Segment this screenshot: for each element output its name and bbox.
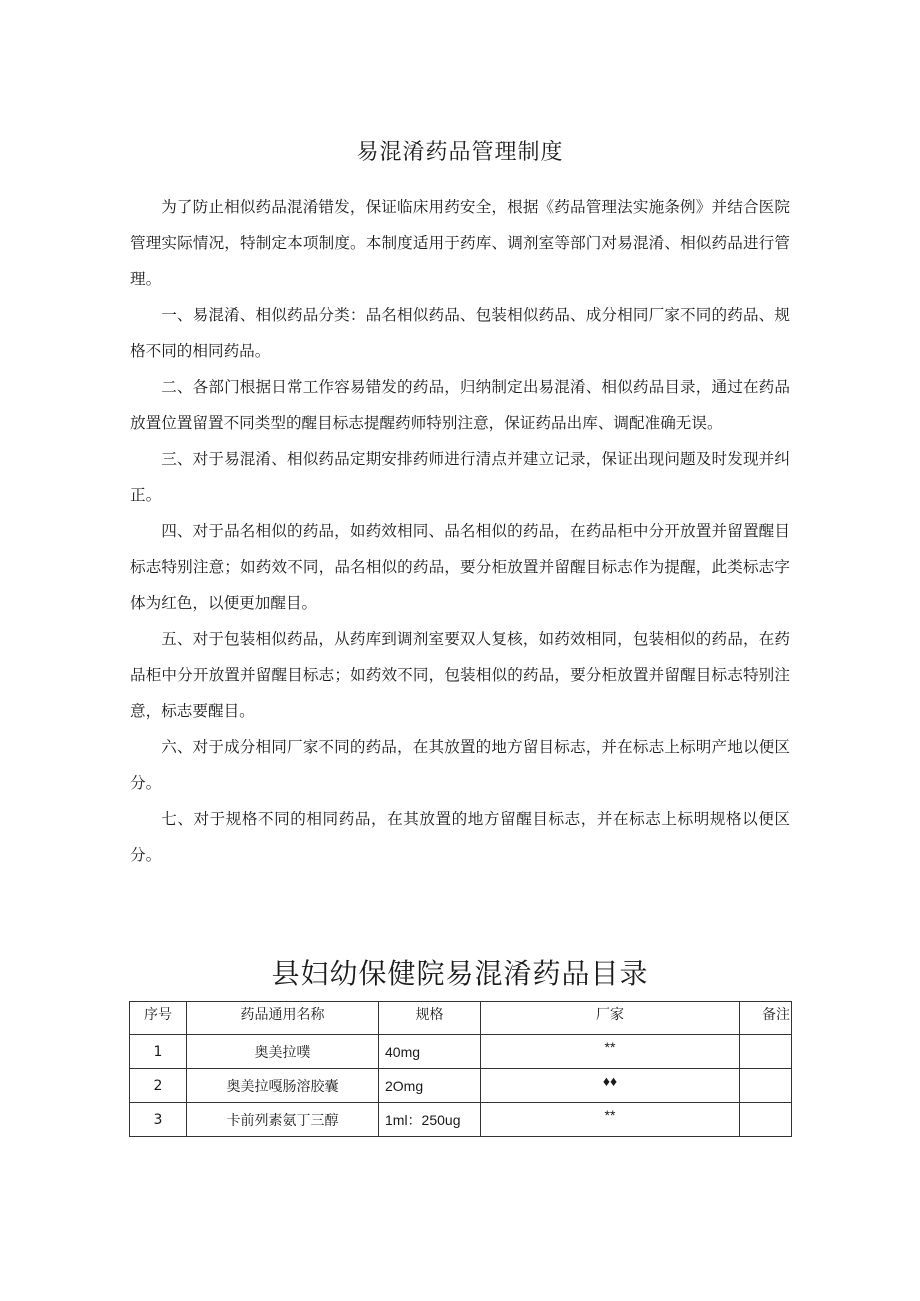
cell-drug-name: 卡前列素氨丁三醇 xyxy=(187,1103,379,1137)
header-drug-name: 药品通用名称 xyxy=(187,1002,379,1035)
section-7-paragraph: 七、对于规格不同的相同药品，在其放置的地方留醒目标志，并在标志上标明规格以便区分。 xyxy=(130,810,790,864)
cell-manufacturer: ** xyxy=(481,1103,740,1137)
section-6-paragraph: 六、对于成分相同厂家不同的药品，在其放置的地方留目标志，并在标志上标明产地以便区分。 xyxy=(130,738,790,792)
header-notes: 备注 xyxy=(740,1002,792,1035)
cell-notes xyxy=(740,1069,792,1103)
table-row xyxy=(130,1035,792,1069)
section-1-paragraph: 一、易混淆、相似药品分类：品名相似药品、包装相似药品、成分相同厂家不同的药品、规格不同的相同药品。 xyxy=(130,306,790,360)
cell-manufacturer: ♦♦ xyxy=(481,1069,740,1103)
header-index: 序号 xyxy=(130,1002,187,1035)
cell-spec: 1ml：250ug xyxy=(379,1103,481,1137)
table-header-row xyxy=(130,1002,792,1035)
document-title: 易混淆药品管理制度 xyxy=(356,140,564,165)
cell-notes xyxy=(740,1035,792,1069)
cell-notes xyxy=(740,1103,792,1137)
cell-index: 3 xyxy=(130,1103,187,1137)
section-2-paragraph: 二、各部门根据日常工作容易错发的药品，归纳制定出易混淆、相似药品目录，通过在药品放置位置留置不同类型的醒目标志提醒药师特别注意，保证药品出库、调配准确无误。 xyxy=(130,378,790,432)
cell-spec: 40mg xyxy=(379,1035,481,1069)
table-row xyxy=(130,1103,792,1137)
cell-spec: 2Omg xyxy=(379,1069,481,1103)
section-3-paragraph: 三、对于易混淆、相似药品定期安排药师进行清点并建立记录，保证出现问题及时发现并纠正。 xyxy=(130,450,790,504)
cell-manufacturer: ** xyxy=(481,1035,740,1069)
section-5-paragraph: 五、对于包装相似药品，从药库到调剂室要双人复核，如药效相同，包装相似的药品，在药品柜中分开放置并留醒目标志；如药效不同，包装相似的药品，要分柜放置并留醒目标志特别注意，标志要醒目。 xyxy=(130,630,790,720)
drug-catalog-table xyxy=(129,1001,792,1137)
header-spec: 规格 xyxy=(379,1002,481,1035)
cell-drug-name: 奥美拉噗 xyxy=(187,1035,379,1069)
cell-drug-name: 奥美拉嘎肠溶胶囊 xyxy=(187,1069,379,1103)
section-4-paragraph: 四、对于品名相似的药品，如药效相同、品名相似的药品，在药品柜中分开放置并留置醒目标志特别注意；如药效不同，品名相似的药品，要分柜放置并留醒目标志作为提醒，此类标志字体为红色，以便更加醒目。 xyxy=(130,522,790,612)
cell-index: 1 xyxy=(130,1035,187,1069)
header-manufacturer: 厂家 xyxy=(481,1002,740,1035)
catalog-title: 县妇幼保健院易混淆药品目录 xyxy=(271,957,649,990)
table-row xyxy=(130,1069,792,1103)
document-body xyxy=(130,189,790,873)
cell-index: 2 xyxy=(130,1069,187,1103)
intro-paragraph: 为了防止相似药品混淆错发，保证临床用药安全，根据《药品管理法实施条例》并结合医院管理实际情况，特制定本项制度。本制度适用于药库、调剂室等部门对易混淆、相似药品进行管理。 xyxy=(130,198,790,288)
